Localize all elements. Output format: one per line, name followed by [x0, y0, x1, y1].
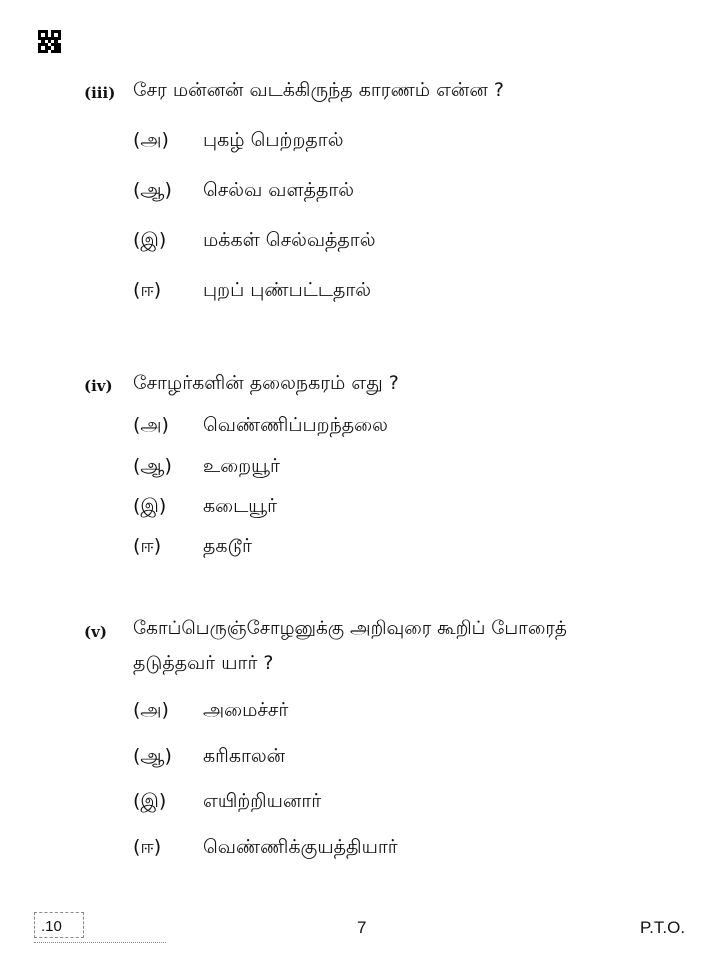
option-text: அமைச்சர் — [203, 699, 289, 721]
option-label: (ஈ) — [133, 836, 162, 858]
option-label: (அ) — [133, 414, 169, 436]
option-text: வெண்ணிப்பறந்தலை — [203, 414, 388, 436]
option-label: (இ) — [133, 495, 167, 517]
option-label: (அ) — [133, 699, 169, 721]
option-text: உறையூர் — [203, 455, 280, 477]
option-label: (இ) — [133, 790, 167, 812]
option-text: தகடூர் — [203, 535, 252, 557]
option-label: (இ) — [133, 229, 167, 251]
question-number: (iv) — [84, 377, 113, 395]
option-text: புறப் புண்பட்டதால் — [203, 279, 372, 301]
question-text: சோழர்களின் தலைநகரம் எது ? — [133, 372, 399, 394]
paper-code: .10 — [34, 912, 84, 938]
option-label: (ஆ) — [133, 745, 172, 767]
pto-label: P.T.O. — [640, 918, 686, 937]
question-number: (v) — [84, 623, 107, 641]
option-text: மக்கள் செல்வத்தால் — [203, 229, 376, 251]
option-text: கரிகாலன் — [203, 745, 286, 767]
question-text: சேர மன்னன் வடக்கிருந்த காரணம் என்ன ? — [133, 79, 504, 101]
qr-code — [38, 30, 61, 53]
option-label: (ஈ) — [133, 279, 162, 301]
option-label: (ஆ) — [133, 455, 172, 477]
question-text-line2: தடுத்தவர் யார் ? — [133, 652, 274, 674]
option-text: கடையூர் — [203, 495, 278, 517]
option-text: எயிற்றியனார் — [203, 790, 322, 812]
page-number: 7 — [357, 918, 367, 937]
option-label: (ஈ) — [133, 535, 162, 557]
code-underline — [34, 942, 166, 943]
option-text: செல்வ வளத்தால் — [203, 179, 355, 201]
option-text: புகழ் பெற்றதால் — [203, 129, 344, 151]
option-label: (அ) — [133, 129, 169, 151]
question-number: (iii) — [84, 84, 116, 102]
option-label: (ஆ) — [133, 179, 172, 201]
option-text: வெண்ணிக்குயத்தியார் — [203, 836, 398, 858]
question-text-line1: கோப்பெருஞ்சோழனுக்கு அறிவுரை கூறிப் போரைத் — [133, 618, 567, 639]
